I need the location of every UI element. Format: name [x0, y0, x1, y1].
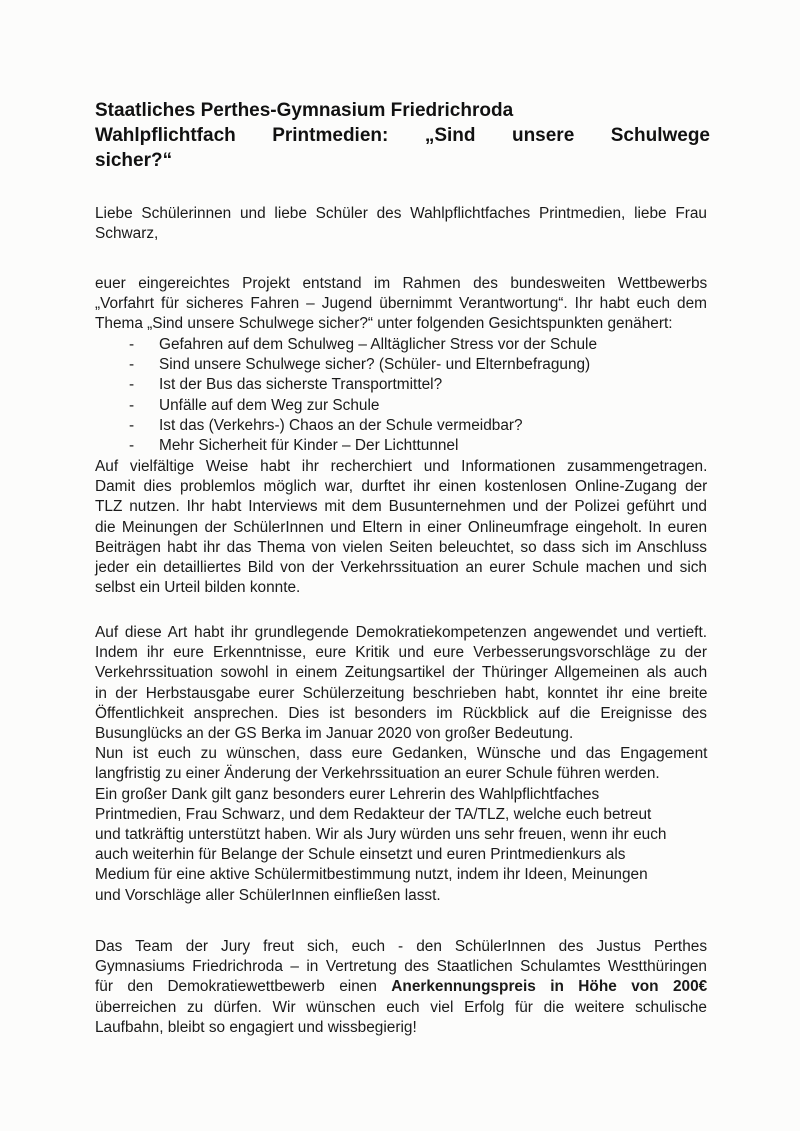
text-line: Beiträgen habt ihr das Thema von vielen Seiten beleuchtet, so dass sich im Anschluss	[95, 538, 707, 556]
text-line: Öffentlichkeit ansprechen. Dies ist besonders im Rückblick auf die Ereignisse des	[95, 704, 707, 722]
list-item-text: Gefahren auf dem Schulweg – Alltäglicher Stress vor der Schule	[159, 336, 598, 353]
list-bullet: -	[129, 416, 135, 434]
list-item	[129, 375, 597, 395]
list-bullet: -	[129, 437, 135, 455]
paragraph-research	[95, 457, 707, 598]
list-bullet: -	[129, 376, 135, 394]
text-line: in der Herbstausgabe eurer Schülerzeitung beschrieben habt, konntet ihr eine breite	[95, 684, 708, 702]
paragraph-democracy	[95, 623, 707, 906]
list-bullet: -	[129, 356, 135, 374]
text-line: Auf diese Art habt ihr grundlegende Demokratiekompetenzen angewendet und vertieft.	[95, 624, 707, 641]
text-line: Ein großer Dank gilt ganz besonders eurer Lehrerin des Wahlpflichtfaches	[95, 785, 600, 803]
text-line: Damit dies problemlos möglich war, durftet ihr einen kostenlosen Online-Zugang der	[95, 478, 708, 496]
list-item	[129, 436, 597, 456]
text-line	[95, 977, 707, 997]
text-fragment: für den Demokratiewettbewerb einen	[95, 978, 392, 996]
award-highlight: Anerkennungspreis in Höhe von 200€	[391, 978, 708, 996]
text-line: Indem ihr eure Erkenntnisse, eure Kritik und eure Verbesserungsvorschläge zu der	[95, 644, 707, 662]
document-title	[95, 98, 710, 173]
text-line: Thema „Sind unsere Schulwege sicher?“ unter folgenden Gesichtspunkten genähert:	[95, 315, 673, 333]
text-line: überreichen zu dürfen. Wir wünschen euch viel Erfolg für die weitere schulische	[95, 998, 707, 1016]
text-line: Auf vielfältige Weise habt ihr recherchiert und Informationen zusammengetragen.	[95, 458, 708, 475]
course-title: Wahlpflichtfach Printmedien: „Sind unsere Schulwege	[95, 125, 710, 146]
text-line: TLZ nutzen. Ihr habt Interviews mit dem Busunternehmen und der Polizei geführt und	[95, 498, 707, 516]
text-line: selbst ein Urteil bilden konnte.	[95, 579, 301, 597]
course-title-cont: sicher?“	[95, 150, 173, 171]
text-line: „Vorfahrt für sicheres Fahren – Jugend übernimmt Verantwortung“. Ihr habt euch dem	[95, 295, 707, 313]
list-item-text: Unfälle auf dem Weg zur Schule	[159, 396, 380, 414]
text-line: und Vorschläge aller SchülerInnen einfließen lasst.	[95, 886, 441, 904]
list-bullet: -	[129, 336, 135, 353]
intro-paragraph	[95, 274, 707, 335]
text-line: Busunglücks an der GS Berka im Januar 2020 von großer Bedeutung.	[95, 725, 574, 743]
text-line: die Meinungen der SchülerInnen und Eltern in einer Onlineumfrage eingeholt. In euren	[95, 518, 707, 536]
list-item	[129, 355, 597, 375]
text-line: Das Team der Jury freut sich, euch - den SchülerInnen des Justus Perthes	[95, 938, 708, 955]
text-line: jeder ein detailliertes Bild von der Verkehrssituation an eurer Schule machen und sich	[95, 559, 707, 577]
list-item-text: Ist das (Verkehrs-) Chaos an der Schule vermeidbar?	[159, 416, 523, 434]
list-item-text: Sind unsere Schulwege sicher? (Schüler- und Elternbefragung)	[159, 356, 591, 374]
text-line: Nun ist euch zu wünschen, dass eure Gedanken, Wünsche und das Engagement	[95, 745, 708, 763]
topic-list	[129, 335, 597, 456]
text-line: auch weiterhin für Belange der Schule einsetzt und euren Printmedienkurs als	[95, 846, 626, 864]
text-line: euer eingereichtes Projekt entstand im Rahmen des bundesweiten Wettbewerbs	[95, 275, 708, 292]
list-item-text: Ist der Bus das sicherste Transportmittel?	[159, 376, 443, 394]
list-item	[129, 335, 597, 355]
text-line: Gymnasiums Friedrichroda – in Vertretung des Staatlichen Schulamtes Westthüringen	[95, 958, 707, 976]
greeting-line: Liebe Schülerinnen und liebe Schüler des Wahlpflichtfaches Printmedien, liebe Frau	[95, 205, 707, 222]
list-item-text: Mehr Sicherheit für Kinder – Der Lichttunnel	[159, 437, 459, 455]
greeting-line: Schwarz,	[95, 225, 159, 243]
text-line: Printmedien, Frau Schwarz, und dem Redakteur der TA/TLZ, welche euch betreut	[95, 805, 652, 823]
text-line: Verkehrssituation sowohl in einem Zeitungsartikel der Thüringer Allgemeinen als auch	[95, 664, 708, 682]
text-line: langfristig zu einer Änderung der Verkehrssituation an eurer Schule führen werden.	[95, 765, 660, 783]
list-item	[129, 416, 597, 436]
text-line: Laufbahn, bleibt so engagiert und wissbegierig!	[95, 1018, 417, 1036]
greeting	[95, 204, 707, 244]
text-line: und tatkräftig unterstützt haben. Wir als Jury würden uns sehr freuen, wenn ihr euch	[95, 826, 667, 844]
text-line: Medium für eine aktive Schülermitbestimmung nutzt, indem ihr Ideen, Meinungen	[95, 866, 648, 884]
list-bullet: -	[129, 396, 135, 414]
school-name: Staatliches Perthes-Gymnasium Friedrichroda	[95, 100, 514, 121]
list-item	[129, 396, 597, 416]
paragraph-closing	[95, 937, 707, 1038]
